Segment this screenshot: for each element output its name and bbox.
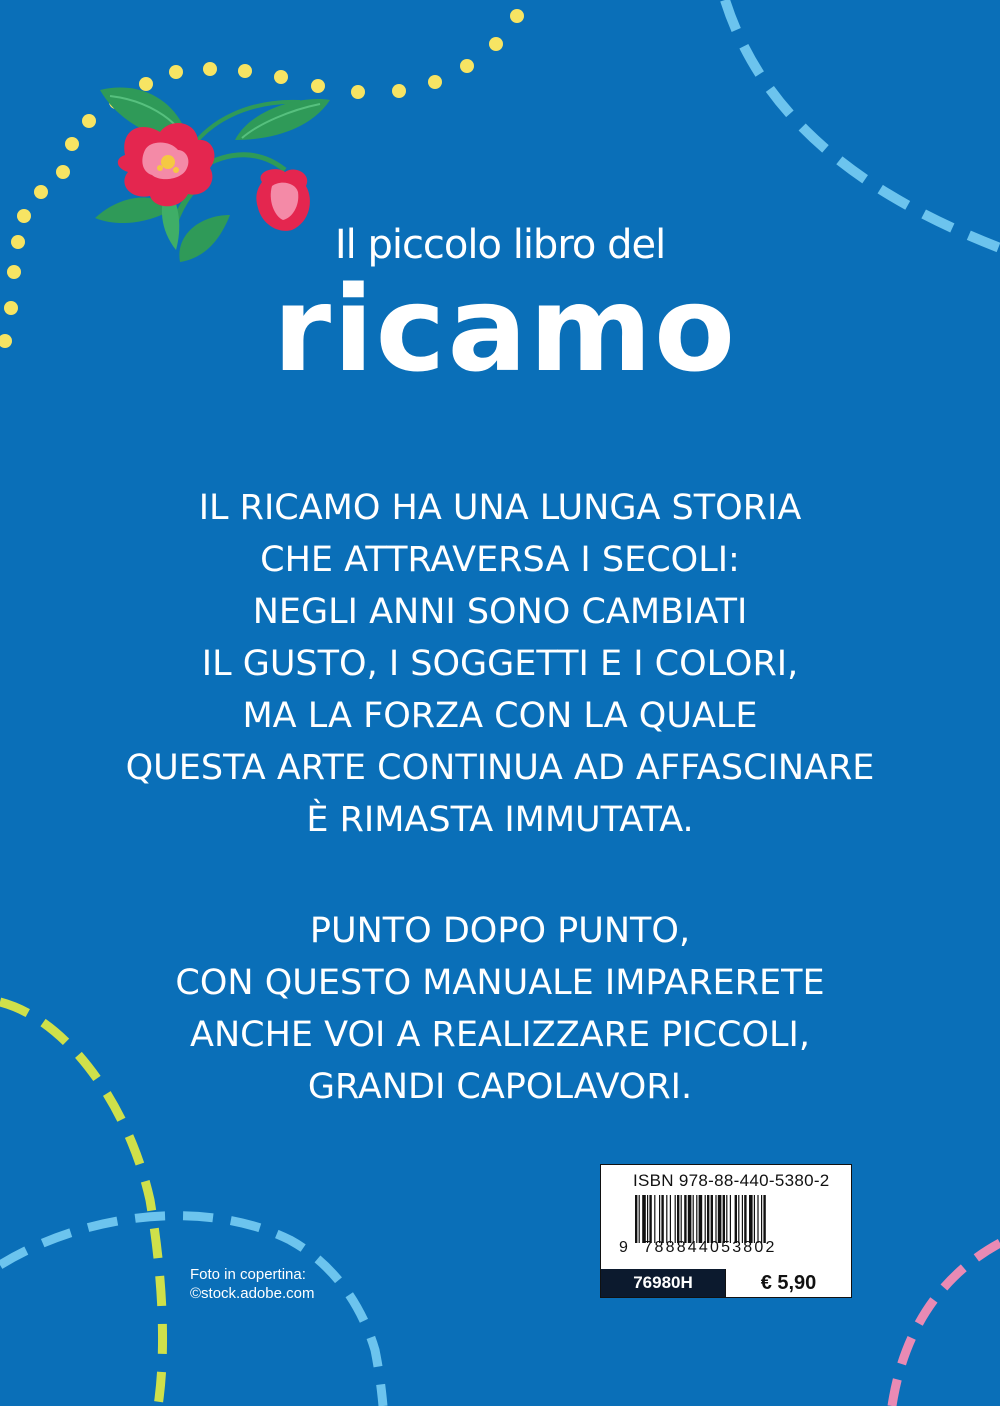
isbn-number: ISBN 978-88-440-5380-2 bbox=[633, 1171, 830, 1190]
barcode-bar bbox=[754, 1195, 755, 1243]
barcode-bar bbox=[742, 1195, 743, 1243]
blurb-line: QUESTA ARTE CONTINUA AD AFFASCINARE bbox=[125, 748, 875, 788]
barcode-bar bbox=[661, 1195, 663, 1243]
blurb-line: GRANDI CAPOLAVORI. bbox=[307, 1067, 693, 1107]
photo-credit-source: ©stock.adobe.com bbox=[190, 1285, 315, 1302]
barcode-bar bbox=[666, 1195, 667, 1243]
barcode-bar bbox=[693, 1195, 694, 1243]
barcode-bar bbox=[723, 1195, 725, 1243]
cover-subtitle: Il piccolo libro del bbox=[334, 222, 666, 268]
blurb-line: IL GUSTO, I SOGGETTI E I COLORI, bbox=[201, 644, 799, 684]
product-code: 76980H bbox=[601, 1269, 725, 1297]
photo-credit bbox=[190, 1265, 314, 1303]
barcode-bar bbox=[711, 1195, 713, 1243]
blurb-line: CHE ATTRAVERSA I SECOLI: bbox=[260, 540, 740, 580]
barcode-bar bbox=[675, 1195, 676, 1243]
barcode-bar bbox=[715, 1195, 716, 1243]
barcode-bar bbox=[738, 1195, 739, 1243]
light-blue-dashed-arc-bottom bbox=[0, 1216, 383, 1406]
barcode-bar bbox=[684, 1195, 686, 1243]
barcode-bar bbox=[726, 1195, 727, 1243]
barcode-bar bbox=[718, 1195, 722, 1243]
barcode-bar bbox=[761, 1195, 762, 1243]
blurb-line: PUNTO DOPO PUNTO, bbox=[309, 911, 691, 951]
barcode-bar bbox=[699, 1195, 703, 1243]
barcode-bar bbox=[688, 1195, 692, 1243]
barcode-first-digit: 9 bbox=[619, 1239, 631, 1256]
barcode-bar bbox=[696, 1195, 697, 1243]
barcode-bar bbox=[635, 1195, 637, 1243]
blurb-line: ANCHE VOI A REALIZZARE PICCOLI, bbox=[190, 1015, 810, 1055]
blurb-line: CON QUESTO MANUALE IMPARERETE bbox=[175, 963, 825, 1003]
barcode-bar bbox=[735, 1195, 737, 1243]
barcode-bar bbox=[705, 1195, 706, 1243]
blurb-line: È RIMASTA IMMUTATA. bbox=[306, 800, 694, 840]
photo-credit-line: Foto in copertina: bbox=[190, 1266, 306, 1283]
barcode-bar bbox=[654, 1195, 655, 1243]
barcode-bar bbox=[639, 1195, 640, 1243]
barcode-bars bbox=[635, 1195, 825, 1243]
cover-title: ricamo bbox=[272, 260, 738, 398]
barcode-bar bbox=[647, 1195, 648, 1243]
barcode-bar bbox=[677, 1195, 679, 1243]
barcode-bar bbox=[649, 1195, 651, 1243]
barcode-bar bbox=[681, 1195, 682, 1243]
barcode-bar bbox=[763, 1195, 765, 1243]
barcode-bar bbox=[707, 1195, 709, 1243]
price: € 5,90 bbox=[725, 1269, 851, 1297]
barcode-bar bbox=[670, 1195, 671, 1243]
barcode-bar bbox=[749, 1195, 753, 1243]
blurb-line: MA LA FORZA CON LA QUALE bbox=[242, 696, 758, 736]
barcode-bar bbox=[757, 1195, 758, 1243]
barcode-bar bbox=[659, 1195, 660, 1243]
pink-dashed-arc bbox=[892, 1243, 1000, 1406]
barcode-bar bbox=[744, 1195, 746, 1243]
embroidered-flower-icon bbox=[95, 87, 330, 262]
blurb-paragraph-2 bbox=[100, 905, 900, 1113]
blurb-paragraph-1 bbox=[100, 482, 900, 846]
barcode-bar bbox=[642, 1195, 646, 1243]
light-blue-dashed-arc-top bbox=[725, 0, 1000, 248]
blurb-line: NEGLI ANNI SONO CAMBIATI bbox=[252, 592, 748, 632]
barcode-label bbox=[600, 1164, 852, 1298]
barcode-remaining-digits: 788844053802 bbox=[643, 1239, 777, 1256]
barcode-digits bbox=[619, 1239, 777, 1257]
blurb-line: IL RICAMO HA UNA LUNGA STORIA bbox=[198, 488, 802, 528]
barcode-bar bbox=[730, 1195, 731, 1243]
